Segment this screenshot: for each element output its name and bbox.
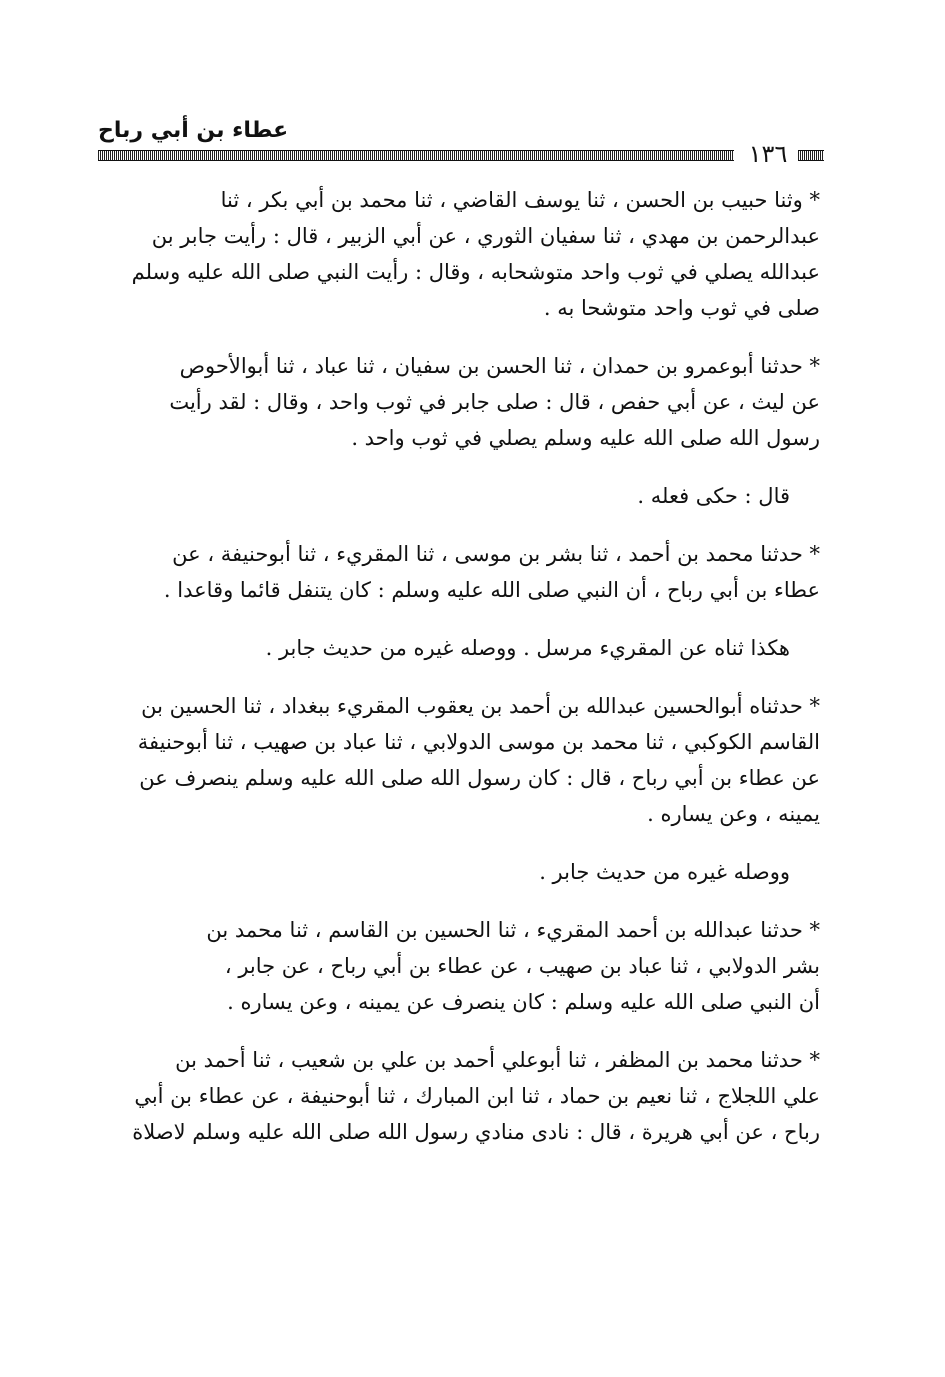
page-header [98,118,824,168]
paragraph [100,1042,820,1150]
paragraph [100,912,820,1020]
header-rule-end [798,150,824,161]
text-line: * حدثناه أبوالحسين عبدالله بن أحمد بن يعقوب المقريء ببغداد ، ثنا الحسين بن [141,694,820,718]
text-line: * حدثنا أبوعمرو بن حمدان ، ثنا الحسن بن سفيان ، ثنا عباد ، ثنا أبوالأحوص [179,354,820,378]
text-line: عن عطاء بن أبي رباح ، قال : كان رسول الله صلى الله عليه وسلم ينصرف عن [139,766,820,790]
text-line: القاسم الكوكبي ، ثنا محمد بن موسى الدولابي ، ثنا عباد بن صهيب ، ثنا أبوحنيفة [137,730,820,754]
text-line: عبدالرحمن بن مهدي ، ثنا سفيان الثوري ، عن أبي الزبير ، قال : رأيت جابر بن [151,224,820,248]
paragraph [100,630,820,666]
text-line: * حدثنا عبدالله بن أحمد المقريء ، ثنا الحسين بن القاسم ، ثنا محمد بن [206,918,820,942]
text-line: قال : حكى فعله . [637,484,790,508]
body-text [100,182,820,1172]
text-line: * حدثنا محمد بن أحمد ، ثنا بشر بن موسى ، ثنا المقريء ، ثنا أبوحنيفة ، عن [172,542,820,566]
paragraph [100,536,820,608]
paragraph [100,478,820,514]
header-rule [98,150,734,161]
text-line: علي اللجلاج ، ثنا نعيم بن حماد ، ثنا ابن المبارك ، ثنا أبوحنيفة ، عن عطاء بن أبي [134,1084,820,1108]
page-number: ١٣٦ [748,140,788,168]
paragraph [100,348,820,456]
running-title: عطاء بن أبي رباح [98,118,289,143]
text-line: صلى في ثوب واحد متوشحا به . [543,296,820,320]
paragraph [100,854,820,890]
text-line: أن النبي صلى الله عليه وسلم : كان ينصرف عن يمينه ، وعن يساره . [227,990,820,1014]
text-line: * وثنا حبيب بن الحسن ، ثنا يوسف القاضي ، ثنا محمد بن أبي بكر ، ثنا [220,188,820,212]
paragraph [100,182,820,326]
text-line: هكذا ثناه عن المقريء مرسل . ووصله غيره من حديث جابر . [265,636,790,660]
text-line: ووصله غيره من حديث جابر . [539,860,790,884]
text-line: * حدثنا محمد بن المظفر ، ثنا أبوعلي أحمد بن علي بن شعيب ، ثنا أحمد بن [175,1048,820,1072]
text-line: عن ليث ، عن أبي حفص ، قال : صلى جابر في ثوب واحد ، وقال : لقد رأيت [169,390,820,414]
paragraph [100,688,820,832]
text-line: عبدالله يصلي في ثوب واحد متوشحابه ، وقال : رأيت النبي صلى الله عليه وسلم [131,260,820,284]
text-line: عطاء بن أبي رباح ، أن النبي صلى الله عليه وسلم : كان يتنفل قائما وقاعدا . [163,578,820,602]
text-line: رسول الله صلى الله عليه وسلم يصلي في ثوب واحد . [351,426,820,450]
text-line: بشر الدولابي ، ثنا عباد بن صهيب ، عن عطاء بن أبي رباح ، عن جابر ، [224,954,820,978]
text-line: رباح ، عن أبي هريرة ، قال : نادى منادي رسول الله صلى الله عليه وسلم لاصلاة [132,1120,820,1144]
text-line: يمينه ، وعن يساره . [647,802,820,826]
